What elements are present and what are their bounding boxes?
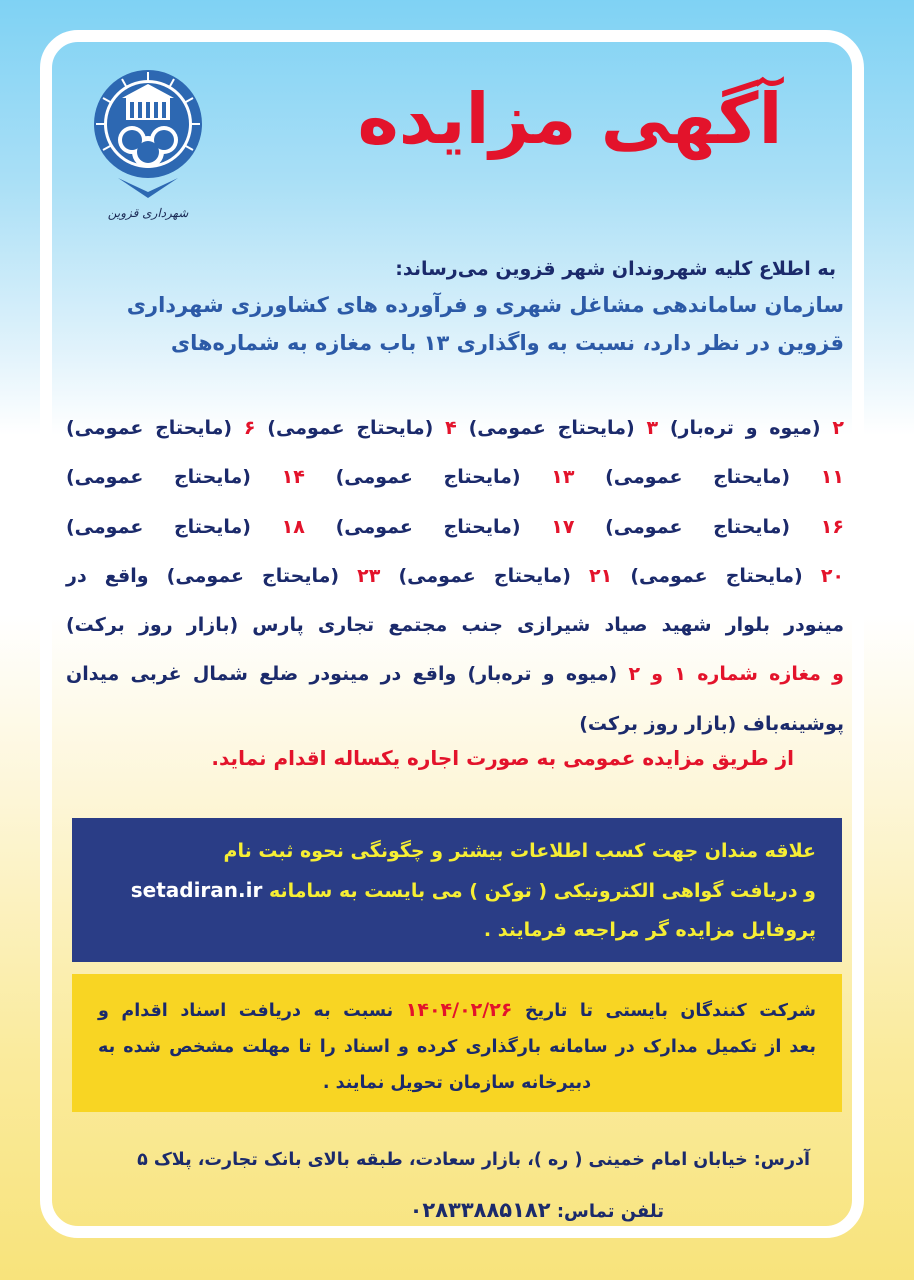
shop-type: (مایحتاج عمومی) [335, 466, 521, 489]
shop-list-line [66, 552, 844, 601]
shop-number: ۶ [243, 417, 256, 439]
intro [64, 252, 844, 362]
registration-line-2-text: و دریافت گواهی الکترونیکی ( توکن ) می بایست به سامانه [268, 880, 816, 902]
qazvin-municipality-emblem-icon [92, 68, 204, 200]
address-text: خیابان امام خمینی ( ره )، بازار سعادت، طبقه بالای بانک تجارت، پلاک ۵ [137, 1150, 748, 1170]
deadline-suffix: نسبت به دریافت اسناد اقدام و [98, 1001, 394, 1021]
auction-note: از طریق مزایده عمومی به صورت اجاره یکساله اقدام نماید. [211, 746, 794, 770]
intro-line-2: قزوین در نظر دارد، نسبت به واگذاری ۱۳ باب مغازه به شماره‌های [170, 331, 844, 355]
shop-number: ۲ [832, 417, 845, 439]
location-line [66, 650, 844, 699]
shop-type: (مایحتاج عمومی) [605, 515, 791, 538]
location-line-b: (میوه و تره‌بار) واقع در مینودر ضلع شمال غربی میدان [66, 663, 618, 686]
registration-box [72, 818, 842, 962]
shop-type: (مایحتاج عمومی) [166, 564, 340, 587]
phone [410, 1198, 664, 1222]
shop-number: ۱۱ [820, 466, 844, 489]
location-line: مینودر بلوار شهید صیاد شیرازی جنب مجتمع تجاری پارس (بازار روز برکت) [66, 614, 844, 637]
registration-line-2 [98, 871, 816, 911]
shop-number: ۱۶ [820, 515, 844, 538]
intro-line-1: سازمان ساماندهی مشاغل شهری و فرآورده های کشاورزی شهرداری [126, 293, 844, 317]
shop-list-line [66, 503, 844, 552]
registration-line-1: علاقه مندان جهت کسب اطلاعات بیشتر و چگونگی نحوه ثبت نام [223, 840, 816, 862]
phone-number: ۰۲۸۳۳۸۸۵۱۸۲ [409, 1198, 551, 1222]
shop-type: (مایحتاج عمومی) [66, 466, 251, 489]
shop-list [66, 404, 844, 749]
shop-number: ۲۱ [589, 564, 613, 587]
shop-type: (مایحتاج عمومی) [335, 515, 521, 538]
shop-number: ۱۳ [551, 466, 575, 489]
address [137, 1150, 810, 1170]
logo-caption: شهرداری قزوین [107, 206, 189, 220]
deadline-line-3: دبیرخانه سازمان تحویل نمایند . [322, 1073, 592, 1093]
location-line: پوشینه‌باف (بازار روز برکت) [579, 712, 844, 735]
shop-number: ۳ [646, 417, 659, 439]
shop-number: ۲۰ [820, 564, 845, 587]
shop-type: (مایحتاج عمومی) [66, 515, 251, 538]
shop-type: (مایحتاج عمومی) [630, 564, 803, 587]
shop-type: (مایحتاج عمومی) [468, 417, 635, 439]
shop-number: ۱۴ [281, 466, 305, 489]
deadline-box [72, 974, 842, 1112]
phone-label: تلفن تماس: [556, 1201, 664, 1222]
located-in: واقع در [66, 564, 149, 587]
page-title: آگهی مزایده [357, 78, 783, 160]
shop-type: (مایحتاج عمومی) [605, 466, 791, 489]
shop-type: (میوه و تره‌بار) [669, 417, 821, 439]
shop-type: (مایحتاج عمومی) [398, 564, 571, 587]
deadline-prefix: شرکت کنندگان بایستی تا تاریخ [524, 1001, 817, 1021]
shop-number: ۱۸ [281, 515, 305, 538]
shop-list-line [66, 404, 844, 453]
deadline-line-2: بعد از تکمیل مدارک در سامانه بارگذاری کرده و اسناد را تا مهلت مشخص شده به [98, 1037, 816, 1057]
shop-type: (مایحتاج عمومی) [66, 417, 233, 439]
shop-number: ۱۷ [551, 515, 575, 538]
deadline-line-1 [98, 992, 816, 1029]
shop-1-2-prefix: و مغازه شماره ۱ و ۲ [628, 663, 844, 686]
logo [92, 68, 204, 228]
deadline-date: ۱۴۰۴/۰۲/۲۶ [405, 999, 513, 1021]
address-label: آدرس: [753, 1150, 810, 1170]
shop-number: ۲۳ [357, 564, 381, 587]
shop-list-line [66, 453, 844, 502]
website-link[interactable]: setadiran.ir [130, 878, 263, 902]
shop-number: ۴ [445, 417, 457, 439]
registration-line-3: پروفایل مزایده گر مراجعه فرمایند . [483, 919, 816, 941]
shop-type: (مایحتاج عمومی) [267, 417, 434, 439]
intro-lead: به اطلاع کلیه شهروندان شهر قزوین می‌رساند: [395, 258, 836, 280]
